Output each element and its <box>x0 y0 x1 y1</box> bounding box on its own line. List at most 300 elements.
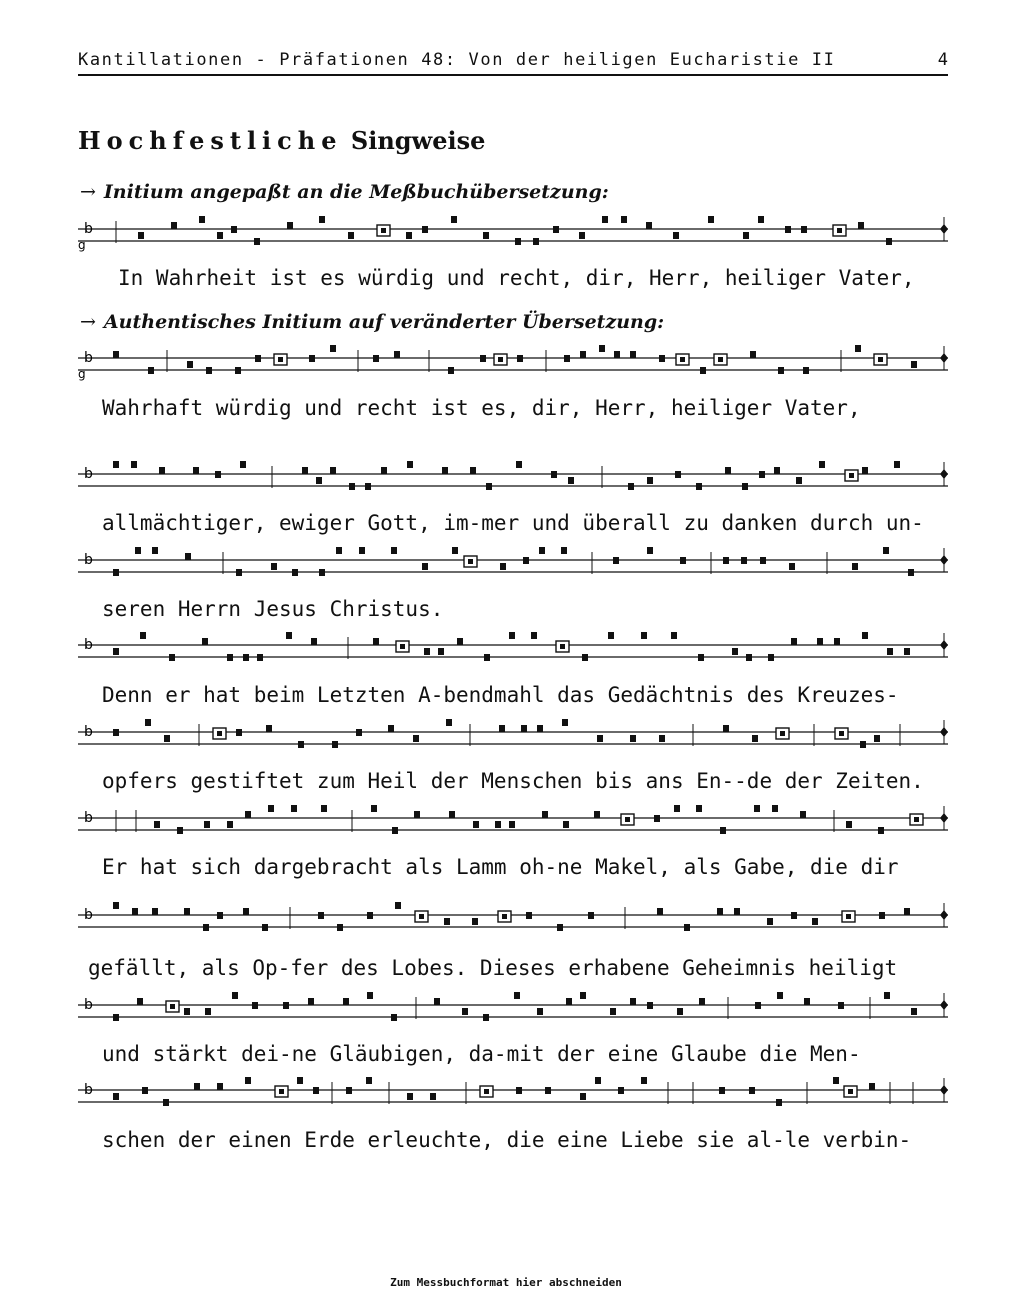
note-head <box>291 805 297 812</box>
note-head <box>698 654 704 661</box>
note-head <box>630 735 636 742</box>
note-head <box>887 648 893 655</box>
note-head <box>855 345 861 352</box>
note-head <box>148 367 154 374</box>
note-head <box>138 232 144 239</box>
note-head <box>407 461 413 468</box>
note-head <box>602 216 608 223</box>
note-head <box>203 924 209 931</box>
note-head <box>734 908 740 915</box>
note-head <box>531 632 537 639</box>
note-head <box>113 1093 119 1100</box>
note-head <box>647 477 653 484</box>
note-head <box>746 654 752 661</box>
note-head <box>509 821 515 828</box>
note-head <box>614 351 620 358</box>
note-head <box>819 461 825 468</box>
note-head <box>473 821 479 828</box>
note-head <box>169 654 175 661</box>
note-head <box>839 731 844 736</box>
flat-sign-icon: b <box>84 221 93 237</box>
note-head <box>597 735 603 742</box>
note-head <box>252 1002 258 1009</box>
note-head <box>286 632 292 639</box>
note-head <box>526 912 532 919</box>
note-head <box>717 908 723 915</box>
note-head <box>680 557 686 564</box>
clef-icon: g <box>78 367 86 381</box>
note-head <box>311 638 317 645</box>
note-head <box>533 238 539 245</box>
note-head <box>566 998 572 1005</box>
note-head <box>236 569 242 576</box>
note-head <box>321 805 327 812</box>
note-head <box>330 345 336 352</box>
note-head <box>568 477 574 484</box>
note-head <box>580 992 586 999</box>
lyric-line-2: Wahrhaft würdig und recht ist es, dir, Herr, heiliger Vater, <box>102 396 861 420</box>
note-head <box>659 735 665 742</box>
note-head <box>908 569 914 576</box>
note-head <box>292 569 298 576</box>
note-head <box>424 648 430 655</box>
note-head <box>780 731 785 736</box>
note-head <box>164 735 170 742</box>
note-head <box>262 924 268 931</box>
note-head <box>240 461 246 468</box>
note-head <box>462 1008 468 1015</box>
note-head <box>911 361 917 368</box>
note-head <box>741 557 747 564</box>
note-head <box>113 461 119 468</box>
note-head <box>205 1008 211 1015</box>
note-head <box>472 918 478 925</box>
note-head <box>142 1087 148 1094</box>
note-head <box>743 232 749 239</box>
note-head <box>451 216 457 223</box>
note-head <box>391 547 397 554</box>
note-head <box>700 367 706 374</box>
flat-sign-icon: b <box>84 724 93 740</box>
note-head <box>349 483 355 490</box>
note-head <box>145 719 151 726</box>
lyric-line-6: opfers gestiftet zum Heil der Menschen bis ans En--de der Zeiten. <box>102 769 924 793</box>
flat-sign-icon: b <box>84 997 93 1013</box>
note-head <box>422 226 428 233</box>
note-head <box>298 741 304 748</box>
note-head <box>579 232 585 239</box>
note-head <box>539 547 545 554</box>
note-head <box>848 1089 853 1094</box>
note-head <box>768 654 774 661</box>
note-head <box>159 467 165 474</box>
lyric-line-5: Denn er hat beim Letzten A-bendmahl das Gedächtnis des Kreuzes- <box>102 683 899 707</box>
lyric-line-1: In Wahrheit ist es würdig und recht, dir, Herr, heiliger Vater, <box>118 266 915 290</box>
note-head <box>582 654 588 661</box>
note-head <box>618 1087 624 1094</box>
flat-sign-icon: b <box>84 466 93 482</box>
note-head <box>884 992 890 999</box>
note-head <box>718 357 723 362</box>
note-head <box>677 1008 683 1015</box>
note-head <box>231 226 237 233</box>
note-head <box>206 367 212 374</box>
note-head <box>719 1087 725 1094</box>
lyric-line-9: und stärkt dei-ne Gläubigen, da-mit der eine Glaube die Men- <box>102 1042 861 1066</box>
note-head <box>894 461 900 468</box>
note-head <box>499 725 505 732</box>
note-head <box>515 238 521 245</box>
note-head <box>257 654 263 661</box>
note-head <box>742 483 748 490</box>
note-head <box>185 553 191 560</box>
note-head <box>452 547 458 554</box>
note-head <box>366 1077 372 1084</box>
note-head <box>137 998 143 1005</box>
note-head <box>484 1089 489 1094</box>
note-head <box>791 912 797 919</box>
note-head <box>381 228 386 233</box>
note-head <box>654 815 660 822</box>
note-head <box>833 1077 839 1084</box>
note-head <box>846 914 851 919</box>
note-head <box>553 226 559 233</box>
note-head <box>332 741 338 748</box>
note-head <box>509 632 515 639</box>
note-head <box>483 232 489 239</box>
note-head <box>413 735 419 742</box>
note-head <box>680 357 685 362</box>
note-head <box>236 729 242 736</box>
note-head <box>514 992 520 999</box>
note-head <box>754 805 760 812</box>
note-head <box>184 1008 190 1015</box>
note-head <box>254 238 260 245</box>
note-head <box>537 1008 543 1015</box>
note-head <box>563 821 569 828</box>
note-head <box>789 563 795 570</box>
note-head <box>470 467 476 474</box>
note-head <box>484 654 490 661</box>
clef-icon: g <box>78 238 86 252</box>
note-head <box>646 222 652 229</box>
note-head <box>758 216 764 223</box>
note-head <box>483 1014 489 1021</box>
note-head <box>373 355 379 362</box>
note-head <box>883 547 889 554</box>
note-head <box>696 483 702 490</box>
page-number: 4 <box>937 50 948 70</box>
note-head <box>193 467 199 474</box>
note-head <box>217 731 222 736</box>
note-head <box>641 1077 647 1084</box>
note-head <box>287 222 293 229</box>
note-head <box>279 1089 284 1094</box>
note-head <box>641 632 647 639</box>
note-head <box>684 924 690 931</box>
note-head <box>245 811 251 818</box>
note-head <box>542 811 548 818</box>
note-head <box>217 232 223 239</box>
note-head <box>852 563 858 570</box>
note-head <box>630 351 636 358</box>
lyric-line-4: seren Herrn Jesus Christus. <box>102 597 444 621</box>
note-head <box>657 908 663 915</box>
note-head <box>232 992 238 999</box>
note-head <box>356 729 362 736</box>
note-head <box>564 355 570 362</box>
note-head <box>785 226 791 233</box>
note-head <box>759 471 765 478</box>
note-head <box>777 992 783 999</box>
note-head <box>516 1087 522 1094</box>
note-head <box>448 367 454 374</box>
note-head <box>217 1083 223 1090</box>
note-head <box>671 632 677 639</box>
note-head <box>343 998 349 1005</box>
note-head <box>599 345 605 352</box>
note-head <box>862 632 868 639</box>
note-head <box>235 367 241 374</box>
note-head <box>346 1087 352 1094</box>
note-head <box>140 632 146 639</box>
note-head <box>215 471 221 478</box>
note-head <box>860 741 866 748</box>
note-head <box>243 654 249 661</box>
note-head <box>869 1083 875 1090</box>
note-head <box>838 1002 844 1009</box>
note-head <box>755 1002 761 1009</box>
flat-sign-icon: b <box>84 907 93 923</box>
note-head <box>699 998 705 1005</box>
note-head <box>837 228 842 233</box>
note-head <box>359 547 365 554</box>
note-head <box>625 817 630 822</box>
flat-sign-icon: b <box>84 1082 93 1098</box>
note-head <box>434 998 440 1005</box>
note-head <box>414 811 420 818</box>
note-head <box>113 729 119 736</box>
note-head <box>630 998 636 1005</box>
note-head <box>313 1087 319 1094</box>
note-head <box>337 924 343 931</box>
note-head <box>131 461 137 468</box>
note-head <box>675 471 681 478</box>
note-head <box>442 467 448 474</box>
note-head <box>113 648 119 655</box>
note-head <box>395 902 401 909</box>
note-head <box>243 908 249 915</box>
note-head <box>879 912 885 919</box>
note-head <box>406 232 412 239</box>
note-head <box>217 912 223 919</box>
note-head <box>113 351 119 358</box>
note-head <box>177 827 183 834</box>
note-head <box>419 914 424 919</box>
note-head <box>199 216 205 223</box>
note-head <box>621 216 627 223</box>
note-head <box>752 735 758 742</box>
note-head <box>772 805 778 812</box>
flat-sign-icon: b <box>84 810 93 826</box>
note-head <box>647 1002 653 1009</box>
note-head <box>580 351 586 358</box>
flat-sign-icon: b <box>84 637 93 653</box>
note-head <box>163 1099 169 1106</box>
note-head <box>449 811 455 818</box>
note-head <box>381 467 387 474</box>
note-head <box>132 908 138 915</box>
note-head <box>849 473 854 478</box>
note-head <box>152 908 158 915</box>
note-head <box>904 648 910 655</box>
note-text: Initium angepaßt an die Meßbuchübersetzung: <box>103 181 609 203</box>
note-head <box>227 821 233 828</box>
note-head <box>774 467 780 474</box>
note-head <box>266 725 272 732</box>
note-head <box>732 648 738 655</box>
note-head <box>330 467 336 474</box>
note-head <box>204 821 210 828</box>
note-head <box>557 924 563 931</box>
note-head <box>184 908 190 915</box>
note-head <box>392 827 398 834</box>
note-head <box>659 355 665 362</box>
note-head <box>308 998 314 1005</box>
note-head <box>367 992 373 999</box>
note-head <box>227 654 233 661</box>
note-head <box>319 216 325 223</box>
note-head <box>608 632 614 639</box>
note-head <box>696 805 702 812</box>
note-head <box>708 216 714 223</box>
note-head <box>778 367 784 374</box>
note-head <box>817 638 823 645</box>
note-head <box>588 912 594 919</box>
flat-sign-icon: b <box>84 552 93 568</box>
note-head <box>562 719 568 726</box>
note-head <box>422 563 428 570</box>
note-head <box>278 357 283 362</box>
footer-cut-note: Zum Messbuchformat hier abschneiden <box>390 1276 622 1289</box>
note-head <box>858 222 864 229</box>
note-head <box>367 912 373 919</box>
note-head <box>537 725 543 732</box>
header-title: Kantillationen - Präfationen 48: Von der heiligen Eucharistie II <box>78 50 836 70</box>
note-head <box>803 367 809 374</box>
note-head <box>720 827 726 834</box>
note-head <box>904 908 910 915</box>
note-head <box>674 805 680 812</box>
note-head <box>154 821 160 828</box>
section-title-spaced: Hochfestliche <box>78 126 343 155</box>
note-head <box>170 1004 175 1009</box>
note-head <box>309 355 315 362</box>
note-head <box>202 638 208 645</box>
note-head <box>521 725 527 732</box>
note-head <box>495 821 501 828</box>
lyric-line-10: schen der einen Erde erleuchte, die eine Liebe sie al-le verbin- <box>102 1128 912 1152</box>
note-head <box>371 805 377 812</box>
note-head <box>319 569 325 576</box>
note-head <box>113 902 119 909</box>
note-text: Authentisches Initium auf veränderter Übersetzung: <box>103 311 665 333</box>
note-head <box>388 725 394 732</box>
note-head <box>886 238 892 245</box>
note-head <box>373 638 379 645</box>
note-head <box>523 557 529 564</box>
note-head <box>255 355 261 362</box>
note-head <box>348 232 354 239</box>
note-head <box>580 1093 586 1100</box>
note-head <box>444 918 450 925</box>
note-head <box>610 1008 616 1015</box>
note-head <box>791 638 797 645</box>
note-head <box>316 477 322 484</box>
note-head <box>613 557 619 564</box>
note-head <box>480 355 486 362</box>
note-head <box>725 467 731 474</box>
section-title-rest: Singweise <box>350 126 486 155</box>
note-head <box>187 361 193 368</box>
note-head <box>846 821 852 828</box>
note-head <box>560 644 565 649</box>
note-head <box>302 467 308 474</box>
lyric-line-8: gefällt, als Op-fer des Lobes. Dieses erhabene Geheimnis heiligt <box>88 956 898 980</box>
note-head <box>245 1077 251 1084</box>
note-head <box>874 735 880 742</box>
note-head <box>801 226 807 233</box>
note-head <box>365 483 371 490</box>
note-head <box>804 998 810 1005</box>
note-head <box>430 1093 436 1100</box>
note-head <box>723 557 729 564</box>
note-head <box>878 357 883 362</box>
flat-sign-icon: b <box>84 350 93 366</box>
note-head <box>438 648 444 655</box>
note-head <box>914 817 919 822</box>
note-head <box>594 811 600 818</box>
note-head <box>796 477 802 484</box>
note-head <box>750 351 756 358</box>
note-head <box>776 1099 782 1106</box>
note-head <box>268 805 274 812</box>
note-head <box>486 483 492 490</box>
note-head <box>297 1077 303 1084</box>
note-head <box>194 1083 200 1090</box>
note-head <box>400 644 405 649</box>
lyric-line-3: allmächtiger, ewiger Gott, im-mer und überall zu danken durch un- <box>102 511 924 535</box>
note-head <box>152 547 158 554</box>
note-head <box>862 467 868 474</box>
note-head <box>500 563 506 570</box>
note-head <box>391 1014 397 1021</box>
note-head <box>457 638 463 645</box>
lyric-line-7: Er hat sich dargebracht als Lamm oh-ne Makel, als Gabe, die dir <box>102 855 899 879</box>
note-head <box>502 914 507 919</box>
note-head <box>394 351 400 358</box>
arrow-icon: → <box>80 311 96 333</box>
note-head <box>595 1077 601 1084</box>
note-head <box>283 1002 289 1009</box>
note-head <box>749 1087 755 1094</box>
note-head <box>407 1093 413 1100</box>
note-head <box>911 1008 917 1015</box>
note-head <box>723 725 729 732</box>
note-head <box>516 461 522 468</box>
note-head <box>545 1087 551 1094</box>
note-head <box>135 547 141 554</box>
